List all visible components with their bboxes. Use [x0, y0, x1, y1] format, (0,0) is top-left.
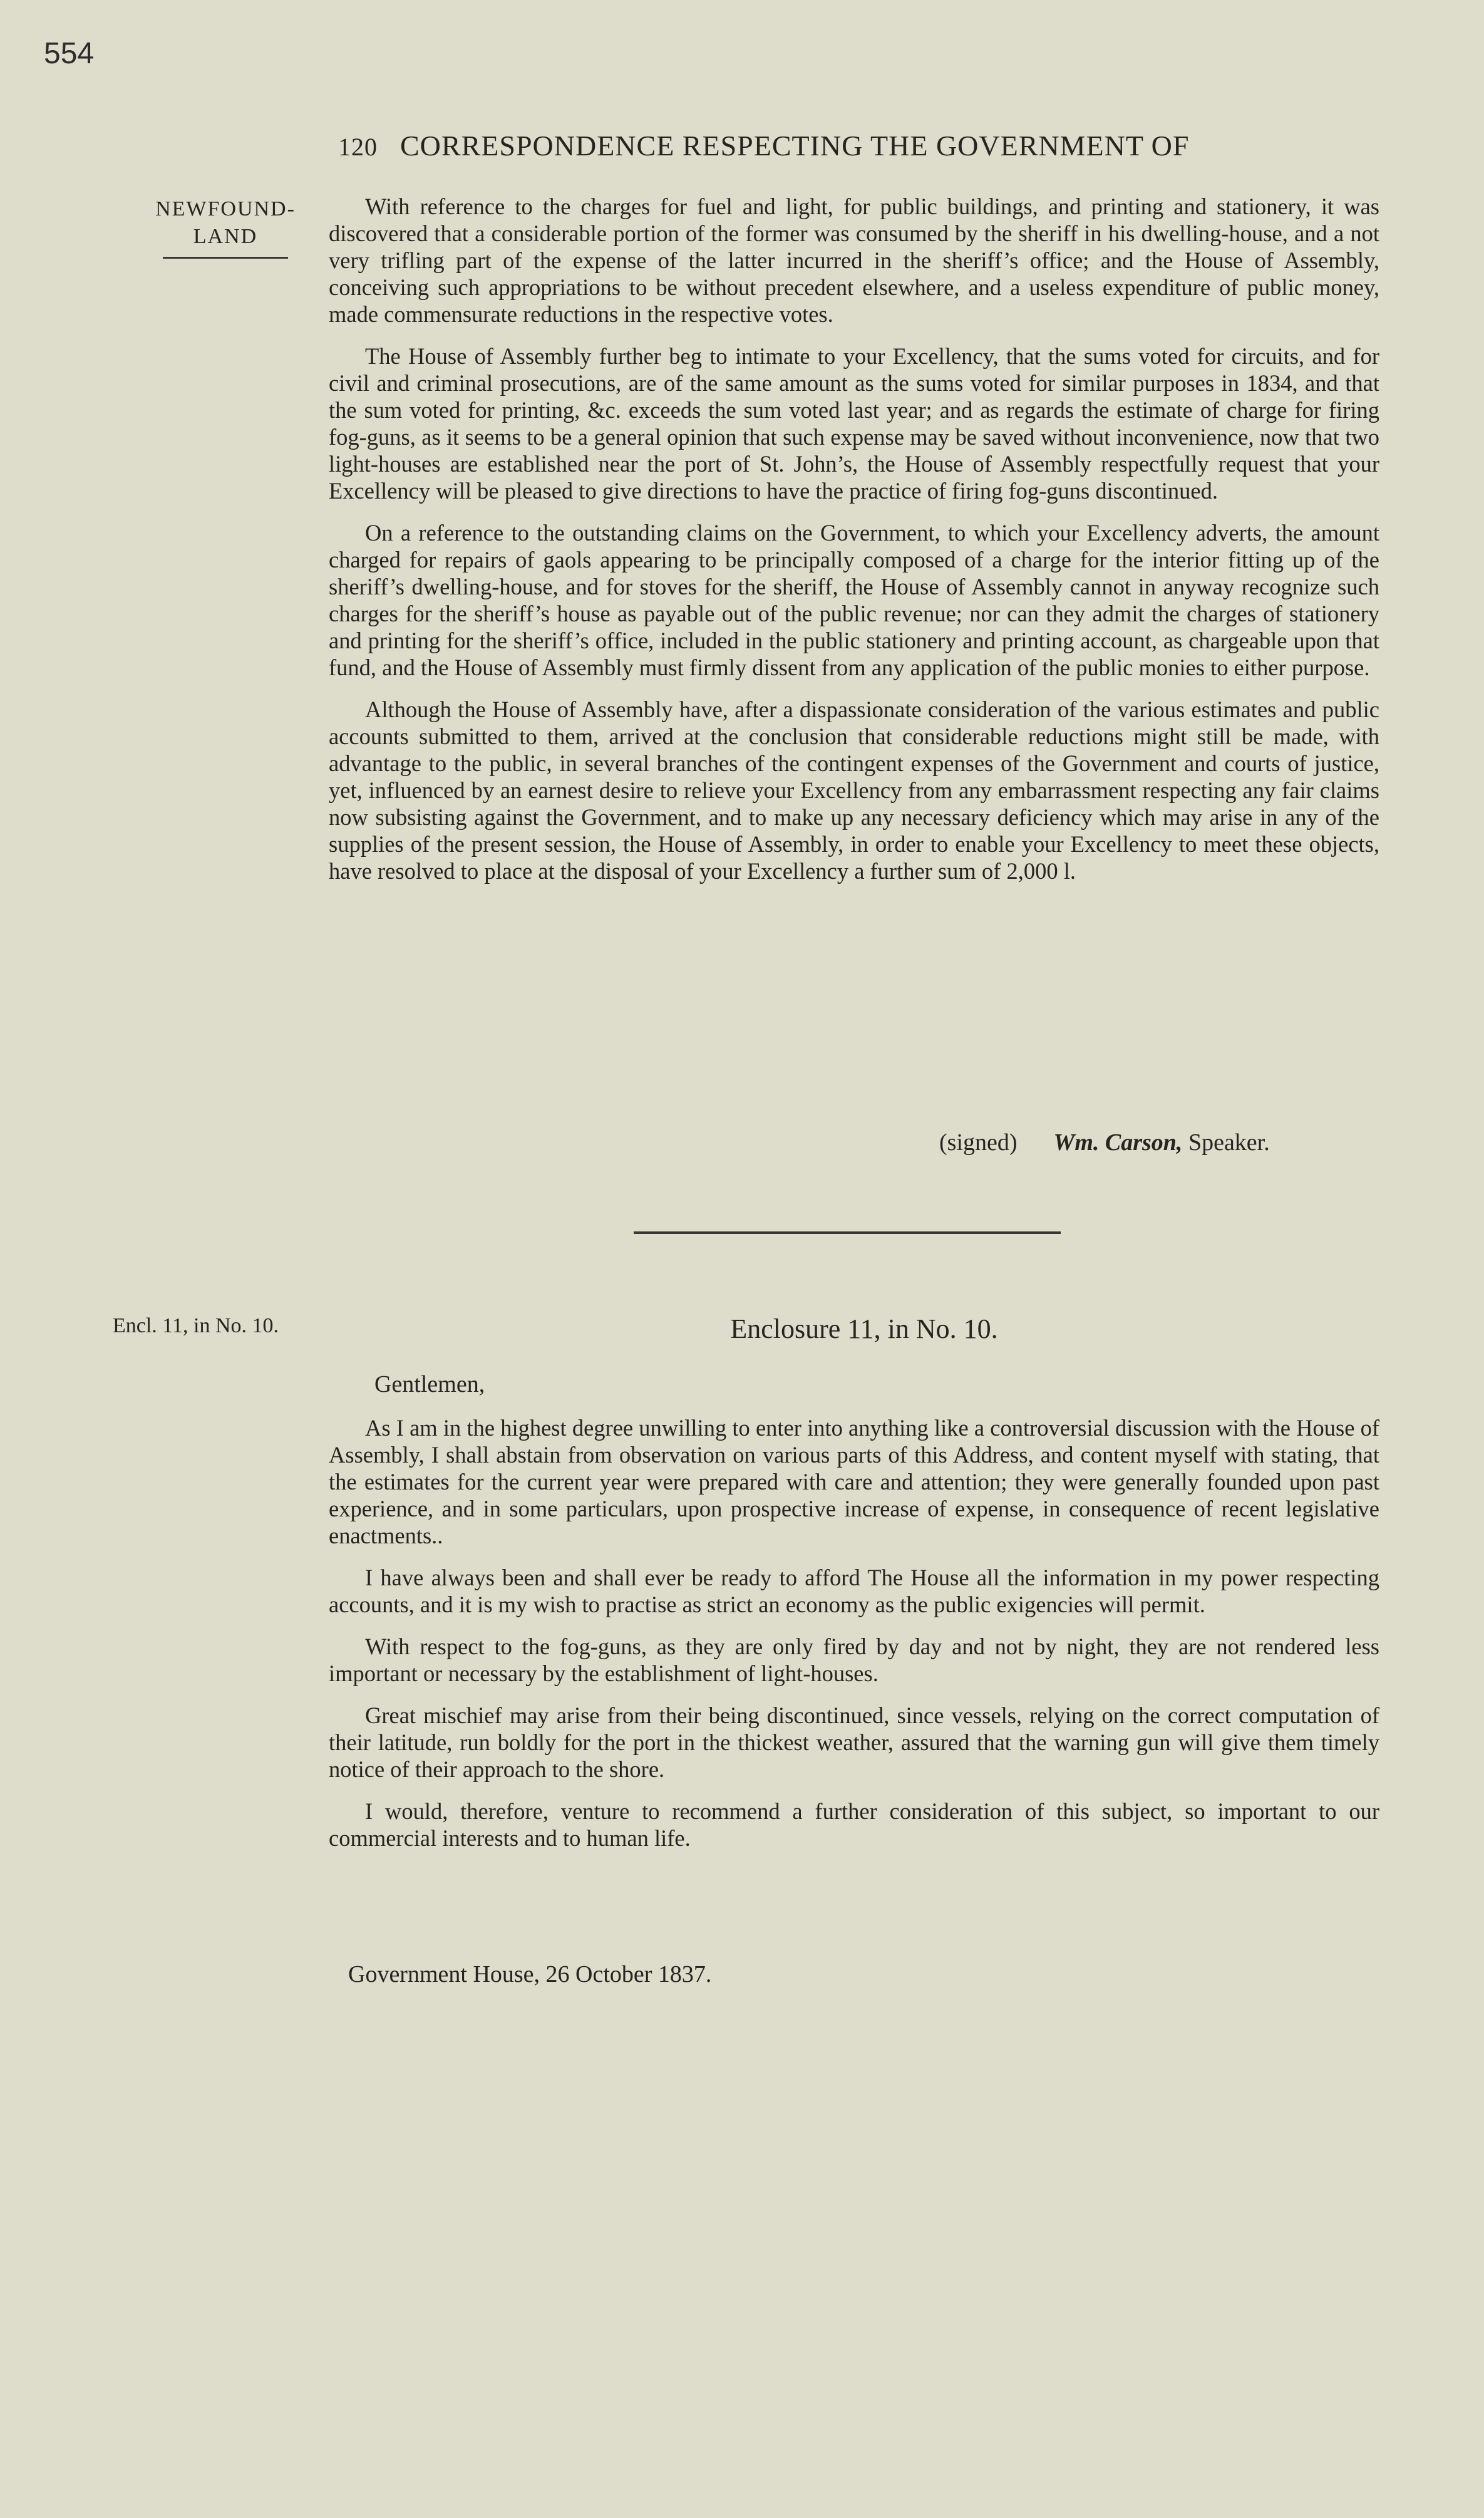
signatory-title: Speaker. — [1188, 1129, 1270, 1156]
running-head-title: CORRESPONDENCE RESPECTING THE GOVERNMENT OF — [400, 130, 1190, 162]
running-head — [338, 129, 1390, 162]
margin-note-rule — [163, 257, 288, 259]
signed-label: (signed) — [939, 1129, 1018, 1156]
place-date: Government House, 26 October 1837. — [348, 1961, 712, 1987]
enclosure-paragraph-3: With respect to the fog-guns, as they are only fired by day and not by night, they are not rendered less important or necessary by the establishment of light-houses. — [329, 1634, 1379, 1686]
enclosure-body — [329, 1414, 1379, 1867]
signature-line — [939, 1129, 1270, 1156]
address-body — [329, 193, 1379, 899]
page-number: 554 — [44, 37, 95, 70]
address-paragraph-4: Although the House of Assembly have, after a dispassionate consideration of the various estimates and public accounts submitted to them, arrived at the conclusion that considerable reductions might still be made, with advantage to the public, in several branches of the contingent expenses of the Government and courts of justice, yet, influenced by an earnest desire to relieve your Excellency from any embarrassment respecting any fair claims now subsisting against the Government, and to make up any necessary deficiency which may arise in any of the supplies of the present session, the House of Assembly, in order to enable your Excellency to meet these objects, have resolved to place at the disposal of your Excellency a further sum of 2,000 l. — [329, 697, 1379, 884]
enclosure-paragraph-5: I would, therefore, venture to recommend a further consideration of this subject, so important to our commercial interests and to human life. — [329, 1798, 1379, 1851]
salutation: Gentlemen, — [374, 1371, 485, 1397]
enclosure-paragraph-1: As I am in the highest degree unwilling to enter into anything like a controversial discussion with the House of Assembly, I shall abstain from observation on various parts of this Address, and content myself with stating, that the estimates for the current year were prepared with care and attention; they were generally founded upon past experience, and in some particulars, upon prospective increase of expense, in consequence of recent legislative enactments.. — [329, 1415, 1379, 1548]
signatory-name: Wm. Carson, — [1053, 1129, 1183, 1156]
enclosure-paragraph-4: Great mischief may arise from their being discontinued, since vessels, relying on the correct computation of their latitude, run boldly for the port in the thickest weather, assured that the warning gun will give them timely notice of their approach to the shore. — [329, 1702, 1379, 1782]
folio-number: 120 — [338, 133, 378, 161]
margin-note-line-2: LAND — [193, 225, 258, 248]
enclosure-heading: Enclosure 11, in No. 10. — [730, 1313, 998, 1344]
margin-note-colony — [125, 195, 326, 259]
enclosure-paragraph-2: I have always been and shall ever be ready to afford The House all the information in my power respecting accounts, and it is my wish to practise as strict an economy as the public exigencies will permit. — [329, 1565, 1379, 1617]
margin-note-enclosure: Encl. 11, in No. 10. — [113, 1314, 279, 1337]
address-paragraph-1: With reference to the charges for fuel and light, for public buildings, and printing and stationery, it was discovered that a considerable portion of the former was consumed by the sheriff in his dwelling-house, and a not very trifling part of the expense of the latter incurred in the sheriff’s office; and the House of Assembly, conceiving such appropriations to be without precedent elsewhere, and a useless expenditure of public money, made commensurate reductions in the respective votes. — [329, 194, 1379, 327]
address-paragraph-3: On a reference to the outstanding claims on the Government, to which your Excellency adverts, the amount charged for repairs of gaols appearing to be principally composed of a charge for the interior fitting up of the sheriff’s dwelling-house, and for stoves for the sheriff, the House of Assembly cannot in anyway recognize such charges for the sheriff’s house as payable out of the public revenue; nor can they admit the charges of stationery and printing for the sheriff’s office, included in the public stationery and printing account, as chargeable upon that fund, and the House of Assembly must firmly dissent from any application of the public monies to either purpose. — [329, 520, 1379, 680]
margin-note-line-1: NEWFOUND- — [155, 197, 296, 220]
section-divider — [634, 1231, 1061, 1234]
address-paragraph-2: The House of Assembly further beg to intimate to your Excellency, that the sums voted for circuits, and for civil and criminal prosecutions, are of the same amount as the sums voted for similar purposes in 1834, and that the sum voted for printing, &c. exceeds the sum voted last year; and as regards the estimate of charge for firing fog-guns, as it seems to be a general opinion that such expense may be saved without inconvenience, now that two light-houses are established near the port of St. John’s, the House of Assembly respectfully request that your Excellency will be pleased to give directions to have the practice of firing fog-guns discontinued. — [329, 343, 1379, 504]
